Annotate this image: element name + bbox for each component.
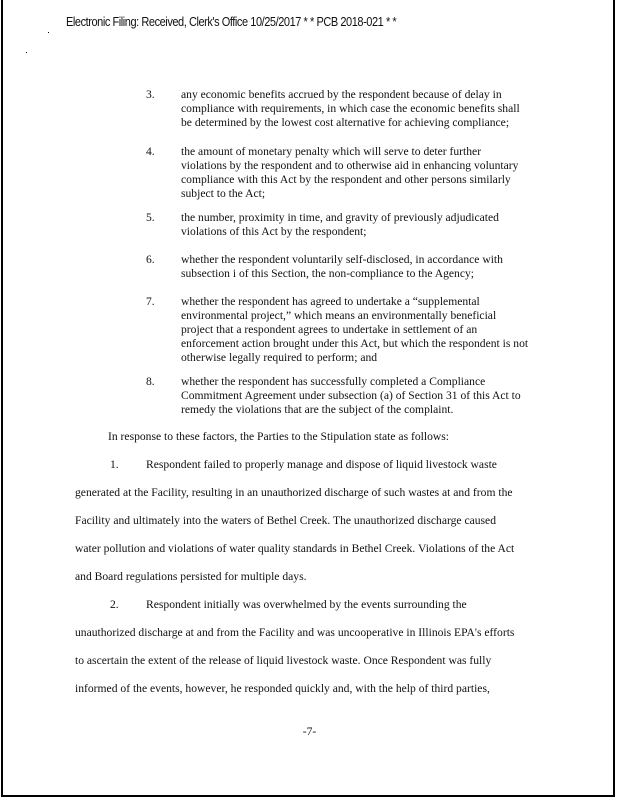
list-item-number: 4. <box>146 145 155 158</box>
list-item-line: whether the respondent has successfully completed a Compliance <box>181 375 486 388</box>
paragraph-line: Facility and ultimately into the waters of Bethel Creek. The unauthorized discharge caused <box>75 514 497 527</box>
list-item-line: project that a respondent agrees to undertake in settlement of an <box>181 323 478 336</box>
paragraph-number: 2. <box>110 598 119 611</box>
paragraph-line: Respondent initially was overwhelmed by the events surrounding the <box>146 598 467 611</box>
page-border-left <box>1 0 3 797</box>
list-item-line: violations by the respondent and to otherwise aid in enhancing voluntary <box>181 159 519 172</box>
list-item-number: 7. <box>146 295 155 308</box>
intro-sentence: In response to these factors, the Parties to the Stipulation state as follows: <box>108 430 449 443</box>
list-item-line: compliance with requirements, in which case the economic benefits shall <box>181 102 520 115</box>
page-number: -7- <box>302 725 317 738</box>
list-item-line: any economic benefits accrued by the respondent because of delay in <box>181 88 502 101</box>
list-item-line: the number, proximity in time, and gravity of previously adjudicated <box>181 211 499 224</box>
paragraph-line: informed of the events, however, he responded quickly and, with the help of third parties, <box>75 682 490 695</box>
list-item-number: 5. <box>146 211 155 224</box>
list-item-line: whether the respondent has agreed to undertake a “supplemental <box>181 295 480 308</box>
list-item-line: be determined by the lowest cost alternative for achieving compliance; <box>181 116 510 129</box>
list-item-line: Commitment Agreement under subsection (a) of Section 31 of this Act to <box>181 389 521 402</box>
paragraph-number: 1. <box>110 458 119 471</box>
list-item-line: enforcement action brought under this Act, but which the respondent is not <box>181 337 529 350</box>
paragraph-line: water pollution and violations of water quality standards in Bethel Creek. Violations of the Act <box>75 542 515 555</box>
filing-stamp-header: Electronic Filing: Received, Clerk's Office 10/25/2017 * * PCB 2018-021 * * <box>66 15 397 29</box>
page-border-right <box>613 0 615 797</box>
list-item-number: 3. <box>146 88 155 101</box>
list-item-line: whether the respondent voluntarily self-disclosed, in accordance with <box>181 253 503 266</box>
scan-speck <box>26 52 27 53</box>
paragraph-line: Respondent failed to properly manage and dispose of liquid livestock waste <box>146 458 497 471</box>
paragraph-line: unauthorized discharge at and from the Facility and was uncooperative in Illinois EPA's efforts <box>75 626 515 639</box>
list-item-number: 6. <box>146 253 155 266</box>
list-item-line: remedy the violations that are the subject of the complaint. <box>181 403 454 416</box>
page-border-bottom <box>1 795 615 797</box>
list-item-line: subject to the Act; <box>181 187 266 200</box>
list-item-line: otherwise legally required to perform; and <box>181 351 378 364</box>
list-item-line: subsection i of this Section, the non-compliance to the Agency; <box>181 267 475 280</box>
scan-speck <box>48 32 49 33</box>
paragraph-line: generated at the Facility, resulting in an unauthorized discharge of such wastes at and from the <box>75 486 513 499</box>
paragraph-line: to ascertain the extent of the release of liquid livestock waste. Once Respondent was fully <box>75 654 492 667</box>
list-item-number: 8. <box>146 375 155 388</box>
list-item-line: the amount of monetary penalty which will serve to deter further <box>181 145 482 158</box>
list-item-line: environmental project,” which means an environmentally beneficial <box>181 309 497 322</box>
list-item-line: violations of this Act by the respondent; <box>181 225 367 238</box>
paragraph-line: and Board regulations persisted for multiple days. <box>75 570 307 583</box>
list-item-line: compliance with this Act by the respondent and other persons similarly <box>181 173 511 186</box>
